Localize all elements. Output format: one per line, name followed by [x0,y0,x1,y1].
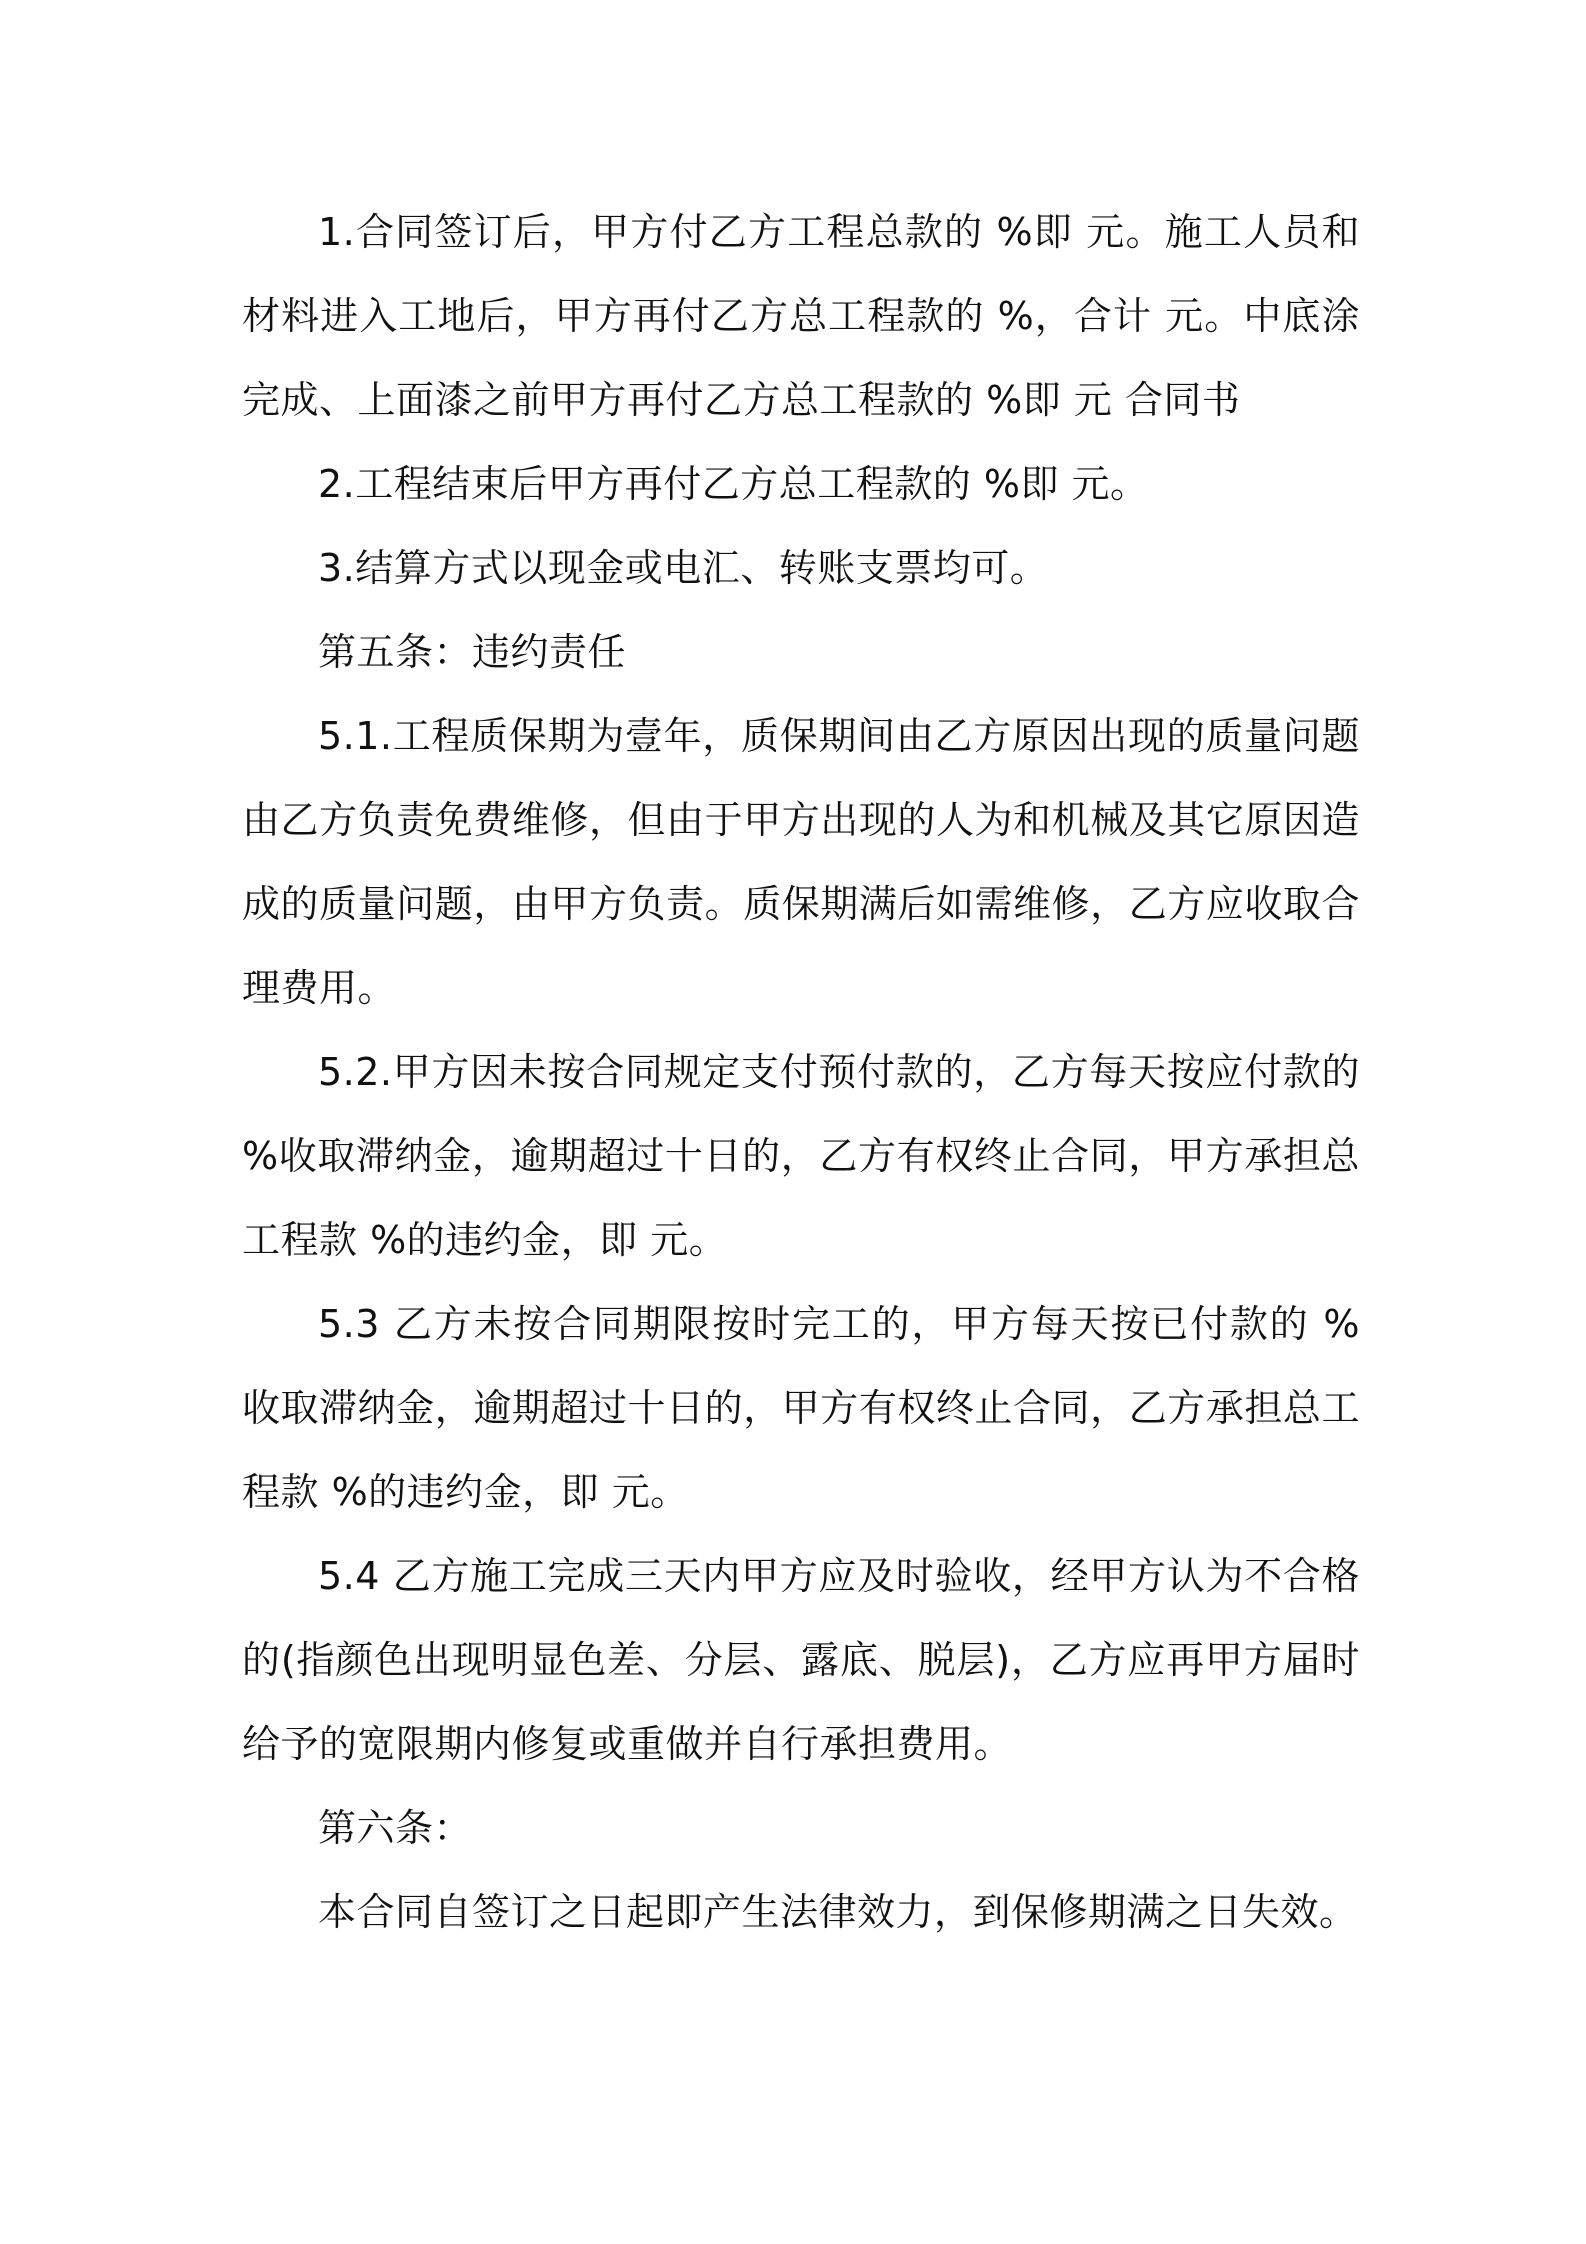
liability-clause-5-4: 5.4 乙方施工完成三天内甲方应及时验收，经甲方认为不合格的(指颜色出现明显色差、分层、露底、脱层)，乙方应再甲方届时给予的宽限期内修复或重做并自行承担费用。 [242,1554,1360,1766]
document-body [242,190,1360,1954]
section-heading-article-6: 第六条： [318,1806,473,1850]
liability-clause-5-2: 5.2.甲方因未按合同规定支付预付款的，乙方每天按应付款的 %收取滞纳金，逾期超过十日的，乙方有权终止合同，甲方承担总工程款 %的违约金，即 元。 [242,1050,1360,1262]
liability-clause-5-3: 5.3 乙方未按合同期限按时完工的，甲方每天按已付款的 %收取滞纳金，逾期超过十日的，甲方有权终止合同，乙方承担总工程款 %的违约金，即 元。 [242,1302,1360,1514]
validity-clause: 本合同自签订之日起即产生法律效力，到保修期满之日失效。 [318,1890,1358,1934]
section-heading-article-5: 第五条：违约责任 [318,630,627,674]
payment-clause-1: 1.合同签订后，甲方付乙方工程总款的 %即 元。施工人员和材料进入工地后，甲方再付乙方总工程款的 %，合计 元。中底涂完成、上面漆之前甲方再付乙方总工程款的 %即 元 合同书 [242,210,1360,422]
payment-clause-3: 3.结算方式以现金或电汇、转账支票均可。 [318,546,1049,590]
payment-clause-2: 2.工程结束后甲方再付乙方总工程款的 %即 元。 [318,462,1149,506]
liability-clause-5-1: 5.1.工程质保期为壹年，质保期间由乙方原因出现的质量问题由乙方负责免费维修，但由于甲方出现的人为和机械及其它原因造成的质量问题，由甲方负责。质保期满后如需维修，乙方应收取合理费用。 [242,714,1360,1010]
